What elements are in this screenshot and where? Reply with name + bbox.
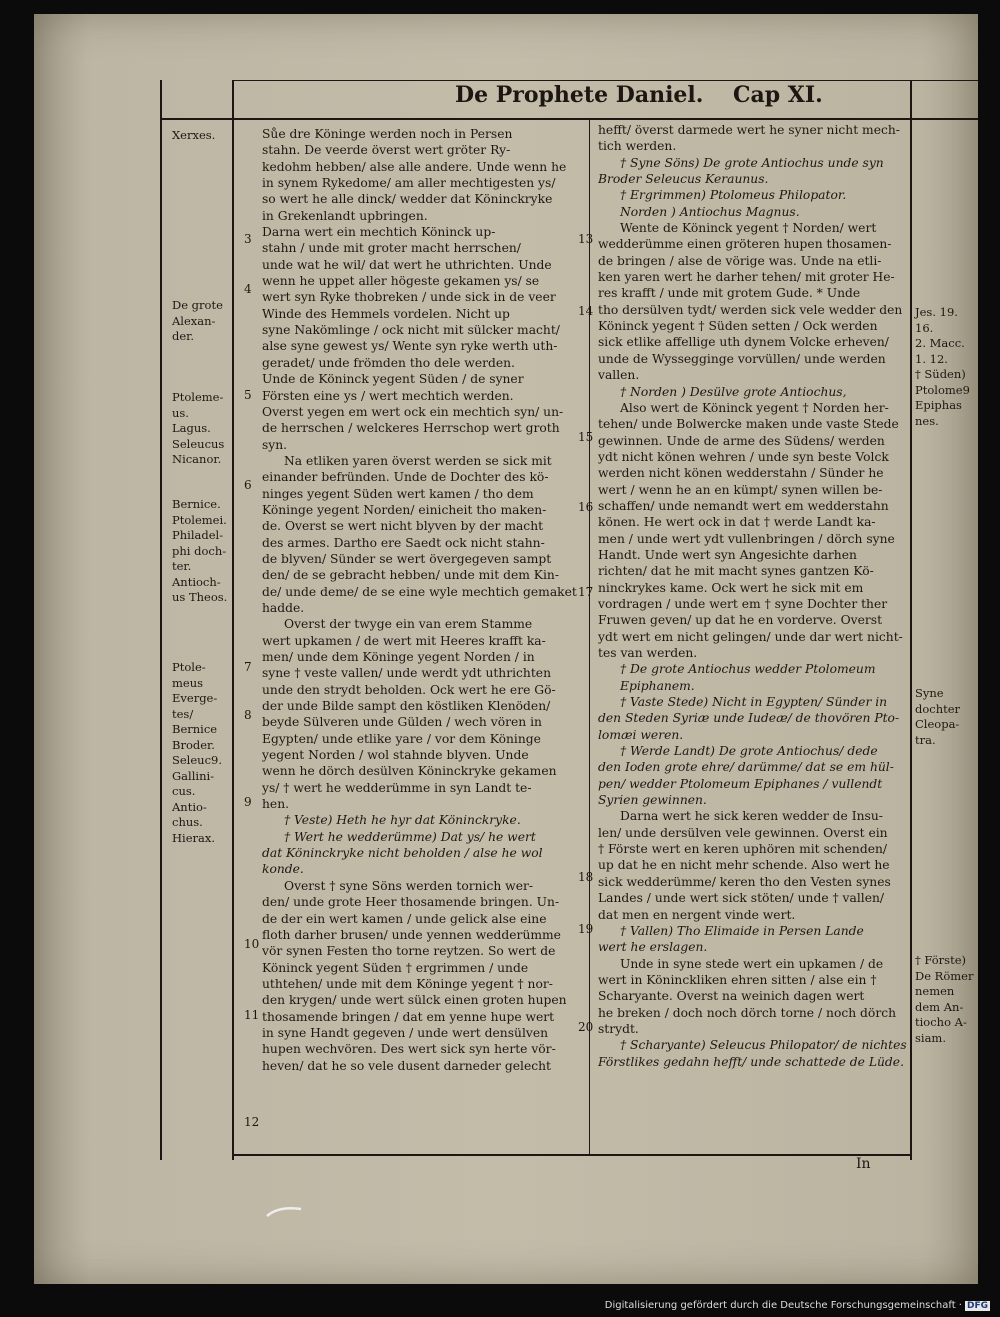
text-line: hadde. <box>262 600 305 615</box>
text-line: Na etliken yaren överst werden se sick mit <box>284 453 552 468</box>
margin-note-line: Alexan- <box>172 313 216 328</box>
margin-note-line: dochter <box>915 701 961 716</box>
text-line: vordragen / unde wert em † syne Dochter ther <box>598 596 888 611</box>
verse-number: 4 <box>244 282 252 296</box>
margin-note-line: us. <box>172 405 189 420</box>
text-line: vallen. <box>598 368 640 383</box>
text-line: ydt nicht könen wehren / unde syn beste Volck <box>598 449 889 464</box>
text-line: wert / wenn he an en kümpt/ synen willen be- <box>598 482 883 497</box>
text-line: hen. <box>262 797 290 812</box>
text-line: pen/ wedder Ptolomeum Epiphanes / vullendt <box>598 776 883 791</box>
text-line: unde den strydt beholden. Ock wert he ere Gö- <box>262 682 556 697</box>
text-line: tehen/ unde Bolwercke maken unde vaste Stede <box>598 417 899 432</box>
margin-note-line: 1. 12. <box>915 351 948 366</box>
margin-note-line: Ptoleme- <box>172 390 224 404</box>
text-line: de. Overst se wert nicht blyven by der macht <box>262 519 544 534</box>
text-line: der unde Bilde sampt den köstliken Klenöden/ <box>262 699 551 714</box>
margin-note-line: Hierax. <box>172 830 216 845</box>
margin-note-line: tes/ <box>172 706 194 721</box>
text-line: † Syne Söns) De grote Antiochus unde syn <box>620 155 884 170</box>
margin-note-line: tra. <box>915 732 936 747</box>
text-line: Unde in syne stede wert ein upkamen / de <box>620 956 884 971</box>
margin-note-line: Seleuc9. <box>172 753 222 767</box>
footer <box>0 1300 990 1311</box>
text-line: dat Köninckryke nicht beholden / alse he wol <box>262 846 543 861</box>
text-line: Scharyante. Overst na weinich dagen wert <box>598 989 865 1004</box>
text-line: Handt. Unde wert syn Angesichte darhen <box>598 547 857 562</box>
text-line: de blyven/ Sünder se wert övergegeven sampt <box>262 551 552 566</box>
text-line: tich werden. <box>598 139 677 154</box>
text-line: sick wedderümme/ keren tho den Vesten synes <box>598 874 891 889</box>
margin-note-line: Nicanor. <box>172 452 222 466</box>
text-line: † Vaste Stede) Nicht in Egypten/ Sünder in <box>620 695 888 710</box>
text-line: de herrschen / welckeres Herrschop wert groth <box>262 421 560 436</box>
margin-note-line: † Förste) <box>915 953 966 967</box>
margin-note-line: Philadel- <box>172 528 224 542</box>
margin-note-line: Seleucus <box>172 436 225 451</box>
text-line: Overst yegen em wert ock ein mechtich syn/ un- <box>262 404 564 419</box>
margin-note <box>915 686 960 748</box>
margin-note <box>172 298 223 345</box>
text-line: wert he erslagen. <box>598 940 708 955</box>
text-line: stahn. De veerde överst wert gröter Ry- <box>262 143 511 158</box>
verse-number: 12 <box>244 1115 260 1129</box>
text-line: † Scharyante) Seleucus Philopator/ de nichtes <box>620 1038 907 1053</box>
verse-number: 16 <box>578 500 594 514</box>
verse-number: 19 <box>578 922 594 936</box>
text-line: he breken / doch noch dörch torne / noch dörch <box>598 1005 897 1020</box>
text-line: konde. <box>262 862 304 877</box>
text-line: den/ unde grote Heer thosamende bringen. Un- <box>262 895 560 910</box>
text-line: thosamende bringen / dat em yenne hupe wert <box>262 1009 555 1024</box>
text-line: floth darher brusen/ unde yennen wedderümme <box>262 927 561 942</box>
text-line: len/ unde dersülven vele gewinnen. Overst ein <box>598 825 888 840</box>
text-line: † Norden ) Desülve grote Antiochus, <box>620 384 847 399</box>
text-line: men / unde wert ydt vullenbringen / dörch syne <box>598 531 895 546</box>
text-line: † Werde Landt) De grote Antiochus/ dede <box>620 744 878 759</box>
text-line: stahn / unde mit groter macht herrschen/ <box>262 241 521 256</box>
text-line: den Steden Syriæ unde Iudeæ/ de thovören Pto- <box>598 711 900 726</box>
text-line: ys/ † wert he wedderümme in syn Landt te- <box>262 780 532 795</box>
margin-note <box>172 660 222 846</box>
text-line: ninges yegent Süden wert kamen / tho dem <box>262 486 534 501</box>
text-line: Darna wert ein mechtich Köninck up- <box>262 225 496 240</box>
margin-note-line: De Römer <box>915 968 974 983</box>
margin-note-line: Bernice. <box>172 497 221 511</box>
verse-number: 20 <box>578 1020 594 1034</box>
text-line: schaffen/ unde nemandt wert em wedderstahn <box>598 498 889 513</box>
margin-note-line: meus <box>172 675 204 690</box>
margin-note-line: Xerxes. <box>172 128 216 142</box>
margin-note-line: cus. <box>172 784 196 798</box>
text-line: syne Nakömlinge / ock nicht mit sülcker macht/ <box>262 323 560 338</box>
margin-note-line: siam. <box>915 1030 946 1045</box>
catchword: In <box>856 1156 871 1172</box>
text-line: den/ de se gebracht hebben/ unde mit dem Kin- <box>262 568 560 583</box>
text-line: so wert he alle dinck/ wedder dat Köninckryke <box>262 192 553 207</box>
text-line: ninckrykes kame. Ock wert he sick mit em <box>598 580 864 595</box>
text-line: sick etlike affellige uth dynem Volcke erheven/ <box>598 335 889 350</box>
right-text-rule <box>910 80 912 1160</box>
verse-number: 6 <box>244 478 252 492</box>
text-line: könen. He wert ock in dat † werde Landt ka- <box>598 515 876 530</box>
margin-note-line: Antioch- <box>172 574 221 589</box>
text-line: up dat he en nicht mehr schende. Also wert he <box>598 858 890 873</box>
margin-note <box>172 128 215 144</box>
right-text-column <box>598 122 908 1152</box>
text-line: wert in Köninckliken ehren sitten / alse ein † <box>598 972 877 987</box>
text-line: † Wert he wedderümme) Dat ys/ he wert <box>284 829 536 844</box>
verse-number: 11 <box>244 1008 260 1022</box>
text-line: † Ergrimmen) Ptolomeus Philopator. <box>620 188 847 203</box>
text-line: in synem Rykedome/ am aller mechtigesten ys/ <box>262 176 556 191</box>
verse-number: 13 <box>578 232 594 246</box>
text-line: de der ein wert kamen / unde gelick alse eine <box>262 911 547 926</box>
verse-number: 7 <box>244 660 252 674</box>
text-line: Broder Seleucus Keraunus. <box>598 172 769 187</box>
text-line: unde de Wyssegginge vorvüllen/ unde werden <box>598 351 886 366</box>
margin-note-line: Everge- <box>172 691 218 705</box>
bottom-rule <box>232 1154 912 1156</box>
text-line: ydt wert em nicht gelingen/ unde dar wert nicht- <box>598 629 903 644</box>
text-line: wedderümme einen gröteren hupen thosamen- <box>598 237 892 252</box>
verse-number: 8 <box>244 708 252 722</box>
margin-note-line: Syne <box>915 686 944 700</box>
verse-number: 3 <box>244 232 252 246</box>
text-line: hupen wechvören. Des wert sick syn herte vör- <box>262 1042 556 1057</box>
text-line: unde wat he wil/ dat wert he uthrichten. Unde <box>262 257 552 272</box>
margin-note-line: † Süden) <box>915 367 966 381</box>
text-line: in Grekenlandt upbringen. <box>262 208 428 223</box>
text-line: dat men en nergent vinde wert. <box>598 907 796 922</box>
text-line: res krafft / unde mit grotem Gude. * Unde <box>598 286 861 301</box>
text-line: den krygen/ unde wert sülck einen groten hupen <box>262 993 567 1008</box>
margin-note-line: ter. <box>172 559 192 573</box>
margin-note-line: der. <box>172 329 195 343</box>
header-rule <box>160 118 978 120</box>
text-line: Köninck yegent Süden † ergrimmen / unde <box>262 960 529 975</box>
text-line: heven/ dat he so vele dusent darneder gelecht <box>262 1058 551 1073</box>
text-line: Darna wert he sick keren wedder de Insu- <box>620 809 883 824</box>
text-line: de/ unde deme/ de se eine wyle mechtich gemaket <box>262 584 577 599</box>
text-line: de bringen / alse de vörige was. Unde na etli- <box>598 253 882 268</box>
margin-note-line: Ptolome9 <box>915 382 970 397</box>
margin-note-line: nes. <box>915 413 939 428</box>
text-line: Winde des Hemmels vordelen. Nicht up <box>262 306 510 321</box>
text-line: wert upkamen / de wert mit Heeres krafft ka- <box>262 633 546 648</box>
text-line: † Förste wert en keren uphören mit schenden/ <box>598 842 888 857</box>
text-line: Syrien gewinnen. <box>598 793 707 808</box>
margin-note-line: Ptole- <box>172 660 206 674</box>
text-line: Egypten/ unde etlike yare / vor dem Köninge <box>262 731 541 746</box>
text-line: strydt. <box>598 1021 639 1036</box>
text-line: richten/ dat he mit macht synes gantzen Kö- <box>598 564 874 579</box>
left-text-rule <box>232 80 234 1160</box>
text-line: yegent Norden / wol stahnde blyven. Unde <box>262 748 529 763</box>
text-line: alse syne gewest ys/ Wente syn ryke werth uth- <box>262 339 558 354</box>
margin-note <box>172 497 227 606</box>
margin-note <box>915 953 973 1046</box>
text-line: Also wert de Köninck yegent † Norden her- <box>620 400 889 415</box>
margin-note-line: Epiphas <box>915 398 962 412</box>
margin-note-line: 2. Macc. <box>915 336 965 350</box>
margin-note-line: Gallini- <box>172 768 215 783</box>
margin-note-line: chus. <box>172 815 203 829</box>
margin-note-line: Lagus. <box>172 421 211 435</box>
verse-number: 17 <box>578 585 594 599</box>
text-line: syne † veste vallen/ unde werdt ydt uthrichten <box>262 666 551 681</box>
margin-note-line: phi doch- <box>172 543 227 558</box>
margin-note-line: Bernice <box>172 722 218 736</box>
ink-stroke <box>265 1205 303 1219</box>
text-line: wert syn Ryke thobreken / unde sick in de veer <box>262 290 556 305</box>
text-line: geradet/ unde frömden tho dele werden. <box>262 355 515 370</box>
text-line: Fruwen geven/ up dat he en vorderve. Overst <box>598 613 883 628</box>
verse-number: 14 <box>578 304 594 318</box>
margin-note-line: Jes. 19. <box>915 305 958 319</box>
text-line: † Veste) Heth he hyr dat Köninckryke. <box>284 813 521 828</box>
verse-number: 18 <box>578 870 594 884</box>
text-line: Overst der twyge ein van erem Stamme <box>284 617 533 632</box>
footer-text: Digitalisierung gefördert durch die Deutsche Forschungsgemeinschaft · <box>604 1300 962 1311</box>
margin-note-line: De grote <box>172 298 223 312</box>
text-line: in syne Handt gegeven / unde wert densülven <box>262 1025 549 1040</box>
text-line: tho dersülven tydt/ werden sick vele wedder den <box>598 302 903 317</box>
left-margin-rule <box>160 80 162 1160</box>
text-line: ken yaren wert he darher tehen/ mit groter He- <box>598 270 895 285</box>
text-line: † De grote Antiochus wedder Ptolomeum <box>620 662 876 677</box>
text-line: Försten eine ys / wert mechtich werden. <box>262 388 514 403</box>
text-line: wenn he uppet aller högeste gekamen ys/ se <box>262 274 540 289</box>
text-line: Wente de Köninck yegent † Norden/ wert <box>620 221 877 236</box>
text-line: hefft/ överst darmede wert he syner nicht mech- <box>598 123 900 137</box>
verse-number: 10 <box>244 937 260 951</box>
text-line: vör synen Festen tho torne reytzen. So wert de <box>262 944 556 959</box>
verse-number: 15 <box>578 430 594 444</box>
text-line: men/ unde dem Köninge yegent Norden / in <box>262 650 535 664</box>
verse-number: 9 <box>244 795 252 809</box>
margin-note <box>172 390 224 468</box>
top-rule <box>232 80 978 81</box>
text-line: Sůe dre Köninge werden noch in Persen <box>262 127 513 141</box>
margin-note-line: 16. <box>915 320 934 335</box>
margin-note-line: Broder. <box>172 737 215 752</box>
margin-note-line: dem An- <box>915 999 964 1014</box>
dfg-logo: DFG <box>966 1301 988 1311</box>
margin-note <box>915 305 970 429</box>
text-line: werden nicht könen wedderstahn / Sünder he <box>598 466 884 481</box>
text-line: Norden ) Antiochus Magnus. <box>620 204 800 219</box>
text-line: Köninge yegent Norden/ einicheit tho maken- <box>262 502 547 517</box>
text-line: uthtehen/ unde mit dem Köninge yegent † nor- <box>262 976 553 991</box>
text-line: einander befründen. Unde de Dochter des kö- <box>262 470 549 485</box>
margin-note-line: Antio- <box>172 799 207 814</box>
text-line: gewinnen. Unde de arme des Südens/ werden <box>598 433 885 448</box>
margin-note-line: us Theos. <box>172 590 228 604</box>
margin-note-line: Cleopa- <box>915 717 960 731</box>
text-line: Unde de Köninck yegent Süden / de syner <box>262 372 524 387</box>
column-divider <box>589 120 590 1155</box>
text-line: Landes / unde wert sick stöten/ unde † vallen/ <box>598 891 885 906</box>
text-line: Overst † syne Söns werden tornich wer- <box>284 878 534 893</box>
text-line: syn. <box>262 437 288 452</box>
margin-note-line: nemen <box>915 984 955 998</box>
text-line: beyde Sülveren unde Gülden / wech vören in <box>262 715 542 730</box>
left-text-column <box>262 126 580 1151</box>
text-line: wenn he dörch desülven Köninckryke gekamen <box>262 764 557 779</box>
margin-note-line: tiocho A- <box>915 1015 967 1029</box>
chapter-label: Cap XI. <box>733 82 823 108</box>
text-line: Epiphanem. <box>620 678 695 693</box>
text-line: kedohm hebben/ alse alle andere. Unde wenn he <box>262 159 567 174</box>
verse-number: 5 <box>244 388 252 402</box>
text-line: tes van werden. <box>598 646 698 660</box>
text-line: † Vallen) Tho Elimaide in Persen Lande <box>620 923 864 938</box>
text-line: Köninck yegent † Süden setten / Ock werden <box>598 319 878 334</box>
text-line: den Ioden grote ehre/ darümme/ dat se em hül- <box>598 760 894 775</box>
running-title: De Prophete Daniel. <box>455 82 704 108</box>
text-line: Förstlikes gedahn hefft/ unde schattede de Lüde. <box>598 1054 904 1069</box>
text-line: lomæi weren. <box>598 727 684 742</box>
text-line: des armes. Dartho ere Saedt ock nicht stahn- <box>262 535 545 550</box>
margin-note-line: Ptolemei. <box>172 512 227 527</box>
